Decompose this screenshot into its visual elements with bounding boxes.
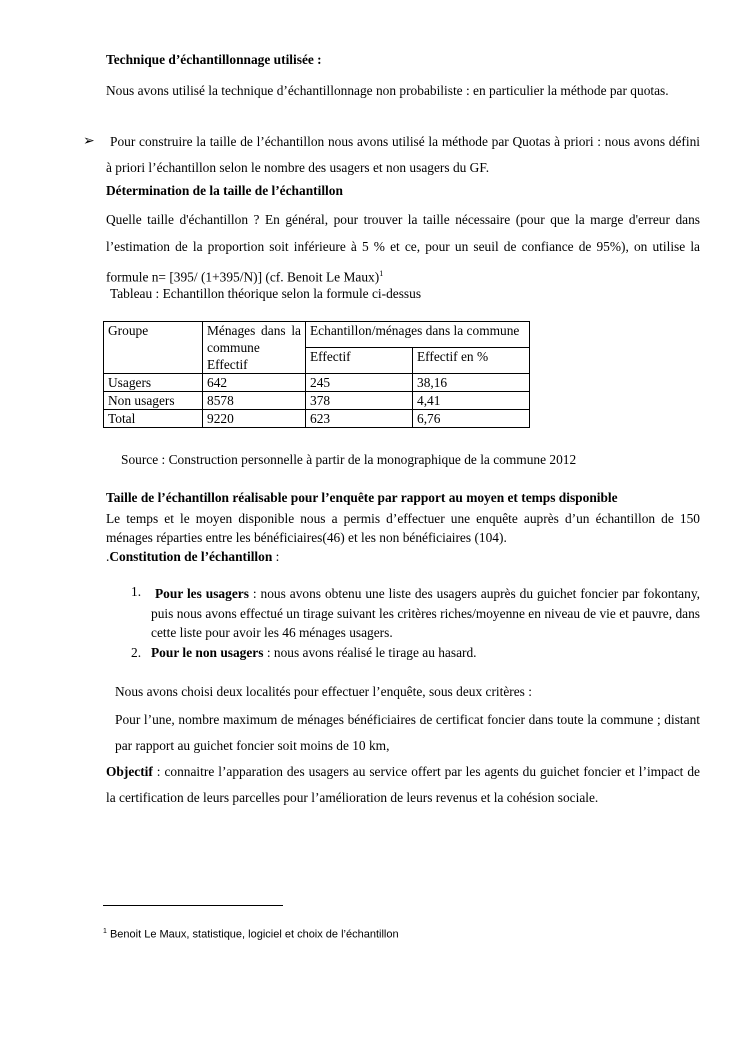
para-quotas: Pour construire la taille de l’échantillon nous avons utilisé la méthode par Quotas à priori : nous avons défini à priori l’échantillon selon le nombre des usagers et non usagers du GF. [106,134,700,175]
table-row [104,410,530,428]
heading-taille: Taille de l’échantillon réalisable pour l’enquête par rapport au moyen et temps disponible [106,490,618,505]
heading-constitution: .Constitution de l’échantillon : [106,549,280,564]
cell-pct: 6,76 [413,410,530,428]
footnote-ref: 1 [379,269,384,278]
para-criteres: Pour l’une, nombre maximum de ménages bénéficiaires de certificat foncier dans toute la commune ; distant par rapport au guichet foncier soit moins de 10 km, [115,712,700,753]
cell-effectif: 378 [306,392,413,410]
sample-table [103,321,530,428]
table-row [104,392,530,410]
table-row [104,374,530,392]
cell-pct: 38,16 [413,374,530,392]
cell-groupe: Non usagers [104,392,203,410]
cell-menages: 8578 [203,392,306,410]
cell-menages: 642 [203,374,306,392]
para-technique: Nous avons utilisé la technique d’échantillonnage non probabiliste : en particulier la méthode par quotas. [106,83,669,98]
cell-pct: 4,41 [413,392,530,410]
list-item: Pour les usagers : nous avons obtenu une liste des usagers auprès du guichet foncier par fokontany, puis nous avons effectué un tirage suivant les critères riches/moyenne en niveau de vie et pauvre, dans cette liste pour avoir les 46 ménages usagers. [151,586,700,640]
cell-effectif: 245 [306,374,413,392]
footnote: $^1$ Benoit Le Maux, statistique, logiciel et choix de l’échantillon [103,928,399,941]
para-localites: Nous avons choisi deux localités pour effectuer l’enquête, sous deux critères : [115,684,532,699]
list-item: Pour le non usagers : nous avons réalisé le tirage au hasard. [151,645,477,660]
list-number: 2. [131,645,142,660]
para-taille: Le temps et le moyen disponible nous a permis d’effectuer une enquête auprès d’un échantillon de 150 ménages réparties entre les bénéficiaires(46) et les non bénéficiaires (104). [106,511,700,545]
header-groupe: Groupe [104,322,203,374]
list-number: 1. [131,584,142,599]
table-source: Source : Construction personnelle à partir de la monographique de la commune 2012 [121,452,577,467]
header-effectif: Effectif [306,348,413,374]
cell-groupe: Total [104,410,203,428]
cell-groupe: Usagers [104,374,203,392]
para-objectif: Objectif : connaitre l’apparation des usagers au service offert par les agents du guichet foncier et l’impact de la certification de leurs parcelles pour l’amélioration de leurs revenus et la cohésion sociale. [106,764,700,805]
heading-technique: Technique d’échantillonnage utilisée : [106,52,322,67]
header-menages: Ménages dans la commune Effectif [203,322,306,374]
header-effectif-pct: Effectif en % [413,348,530,374]
footnote-separator [103,905,283,906]
cell-menages: 9220 [203,410,306,428]
para-formule: Quelle taille d'échantillon ? En général, pour trouver la taille nécessaire (pour que la marge d'erreur dans l’estimation de la proportion soit inférieure à 5 % et ce, pour un seuil de confiance de 95%), on utilise la formule n= [395/ (1+395/N)] (cf. Benoit Le Maux)$^1$ [106,212,700,285]
heading-determination: Détermination de la taille de l’échantillon [106,183,343,198]
arrow-bullet-icon: ➢ [83,134,95,149]
cell-effectif: 623 [306,410,413,428]
table-caption: Tableau : Echantillon théorique selon la formule ci-dessus [110,286,422,301]
header-echantillon: Echantillon/ménages dans la commune [306,322,530,348]
